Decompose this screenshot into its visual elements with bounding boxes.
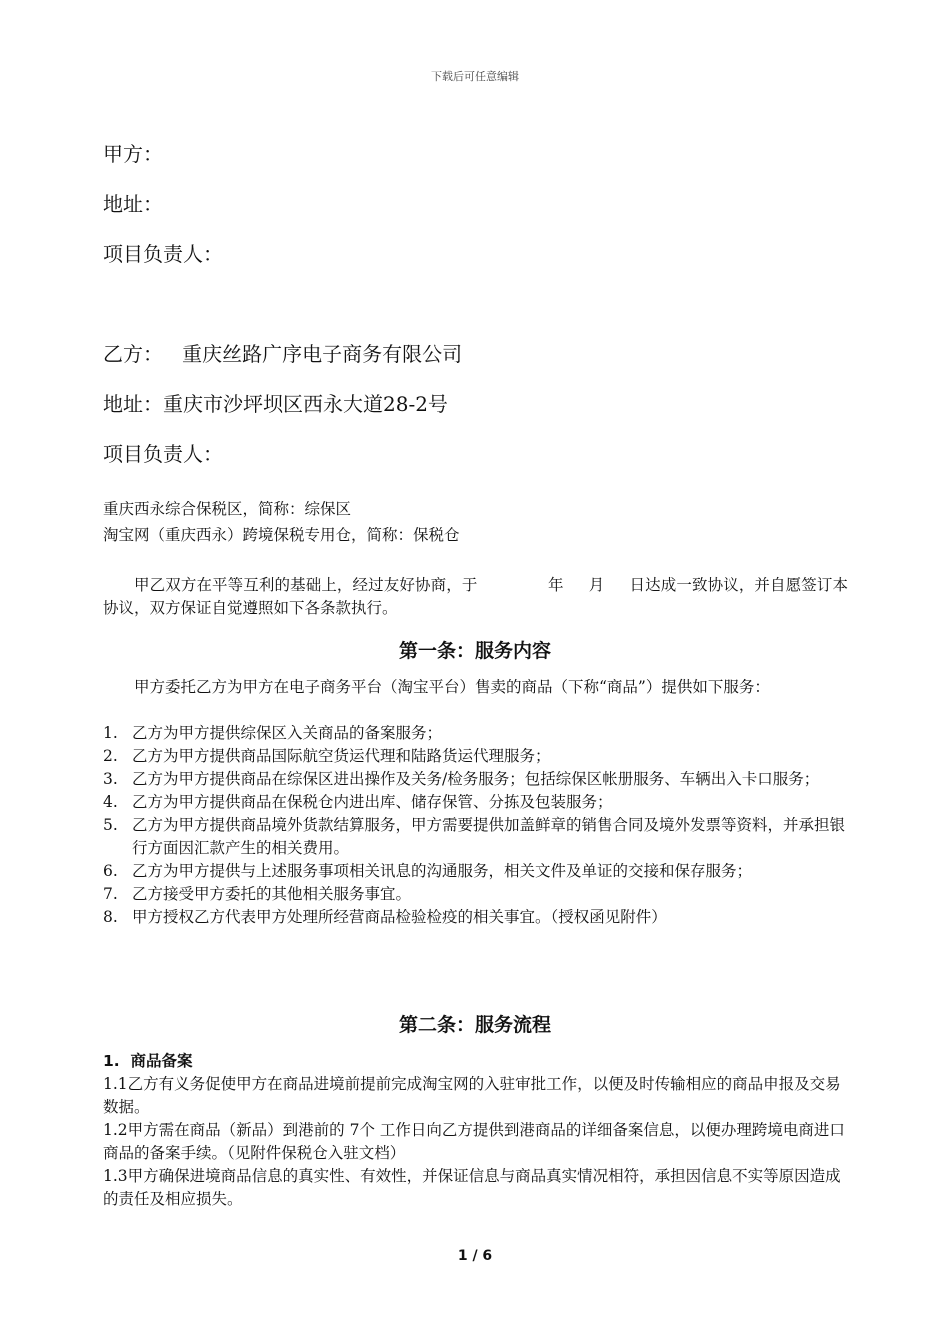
service-list-item	[103, 791, 848, 814]
service-list-item	[103, 745, 848, 768]
service-list-item	[103, 883, 848, 906]
list-item-text: 乙方为甲方提供综保区入关商品的备案服务；	[132, 724, 443, 742]
list-item-number: 4.	[103, 793, 118, 811]
warehouse-abbreviation: 淘宝网（重庆西永）跨境保税专用仓，简称：保税仓	[103, 526, 460, 544]
list-item-text: 乙方为甲方提供与上述服务事项相关讯息的沟通服务，相关文件及单证的交接和保存服务；	[132, 862, 753, 880]
list-item-text: 乙方为甲方提供商品在综保区进出操作及关务/检务服务；包括综保区帐册服务、车辆出入卡口服务；	[132, 770, 820, 788]
list-item-number: 2.	[103, 747, 118, 765]
party-b-address: 地址：重庆市沙坪坝区西永大道28-2号	[103, 392, 448, 416]
list-item-number: 5.	[103, 816, 118, 834]
service-list-item	[103, 814, 848, 860]
page-number: 1 / 6	[457, 1248, 493, 1264]
intro-paragraph: 甲乙双方在平等互利的基础上，经过友好协商，于 年 月 日达成一致协议，并自愿签订本协议，双方保证自觉遵照如下各条款执行。	[103, 576, 848, 617]
list-item-text: 乙方为甲方提供商品国际航空货运代理和陆路货运代理服务；	[132, 747, 551, 765]
party-a-label: 甲方：	[103, 142, 163, 166]
list-item-text: 乙方为甲方提供商品境外货款结算服务，甲方需要提供加盖鲜章的销售合同及境外发票等资料，并承担银行方面因汇款产生的相关费用。	[132, 816, 846, 857]
service-list-item	[103, 768, 848, 791]
list-item-number: 8.	[103, 908, 118, 926]
article-1-service-list	[103, 722, 848, 929]
clause-paragraph: 1.2甲方需在商品（新品）到港前的 7个 工作日向乙方提供到港商品的详细备案信息，以便办理跨境电商进口商品的备案手续。（见附件保税仓入驻文档）	[103, 1121, 845, 1162]
party-a-address-label: 地址：	[103, 192, 163, 216]
service-list-item	[103, 860, 848, 883]
list-item-text: 乙方为甲方提供商品在保税仓内进出库、储存保管、分拣及包装服务；	[132, 793, 613, 811]
list-item-number: 3.	[103, 770, 118, 788]
list-item-number: 7.	[103, 885, 118, 903]
page-header-note: 下载后可任意编辑	[431, 70, 519, 83]
list-item-text: 甲方授权乙方代表甲方处理所经营商品检验检疫的相关事宜。（授权函见附件）	[132, 908, 667, 926]
zone-abbreviation: 重庆西永综合保税区，简称：综保区	[103, 500, 352, 518]
list-item-number: 6.	[103, 862, 118, 880]
party-b-manager-label: 项目负责人：	[103, 442, 223, 466]
article-1-intro: 甲方委托乙方为甲方在电子商务平台（淘宝平台）售卖的商品（下称“商品”）提供如下服务：	[134, 678, 770, 696]
article-2-title: 第二条：服务流程	[398, 1014, 551, 1036]
article-1-title: 第一条：服务内容	[398, 640, 551, 662]
party-a-manager-label: 项目负责人：	[103, 242, 223, 266]
service-list-item	[103, 722, 848, 745]
list-item-text: 乙方接受甲方委托的其他相关服务事宜。	[132, 885, 412, 903]
section-product-filing-title: 1. 商品备案	[103, 1052, 193, 1070]
article-2-clauses	[103, 1073, 848, 1211]
service-list-item	[103, 906, 848, 929]
clause-paragraph: 1.3甲方确保进境商品信息的真实性、有效性，并保证信息与商品真实情况相符，承担因信息不实等原因造成的责任及相应损失。	[103, 1167, 841, 1208]
clause-paragraph: 1.1乙方有义务促使甲方在商品进境前提前完成淘宝网的入驻审批工作，以便及时传输相应的商品申报及交易数据。	[103, 1075, 841, 1116]
list-item-number: 1.	[103, 724, 118, 742]
party-b-name: 乙方： 重庆丝路广序电子商务有限公司	[103, 342, 463, 366]
